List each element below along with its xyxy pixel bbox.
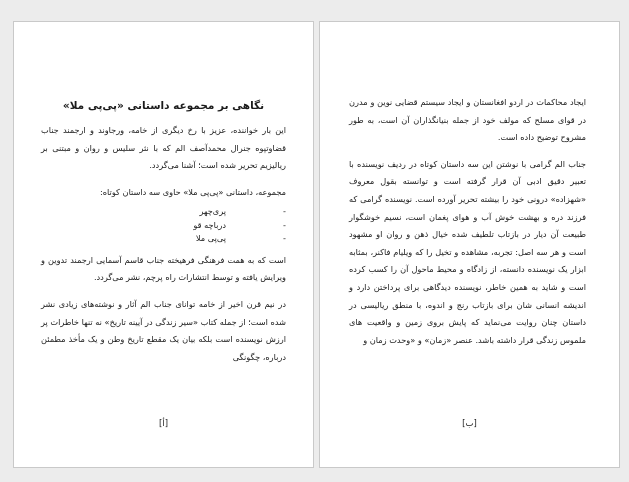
right-paragraph-2: جناب الم گرامی با نوشتن این سه داستان کوتاه در ردیف نویسنده با تعبیر دقیق ادبی آن قرار گرفته است و توانسته بقول معروف «شهزاده» درونی خود را بیشته تحریر آورده است. نویسنده گرامی که فرزند دره و بهشت خوش آب و هوای پغمان است، نسیم خوشگوار طبیعت آن دیار در بازتاب تلطیف شده خیال ذهن و روان او مشهود است و هر سه اصل: تجربه، مشاهده و تخیل را که ویلیام فاکنر، بمثابه ابزار یک نویسنده دانسته، از زادگاه و محیط ماحول آن را کسب کرده است و شاید به همین خاطر، نویسنده دیدگاهی برای پرداختن دارد و اندیشه انسانی شان برای بازتاب رنج و اندوه، با منطق ریالیسی در داستان چنان روایت می‌نماید که پایش بروی زمین و واقعیت های ملموس زندگی قرار داشته باشد. عنصر «زمان» و «وحدت زمان و	[349, 158, 586, 345]
left-paragraph-1: این بار خواننده، عزیز با رخ دیگری از خامه، ورجاوند و ارجمند جناب قضاوتپوه جنرال محمدآصف الم که با نثر سلیس و روان و مبتنی بر ریالیزیم تحریر شده است؛ آشنا می‌گردد.	[41, 125, 286, 171]
left-paragraph-4: در نیم قرن اخیر از خامه توانای جناب الم آثار و نوشته‌های زیادی نشر شده است؛ از جمله کتاب «سیر زندگی در آیینه تاریخ» نه تنها خاطرات پر ارزش نویسنده است بلکه بیان یک مقطع تاریخ وطن و یک مأخذ مطمئن درباره، چگونگی	[41, 299, 286, 362]
story-title: پی‌پی ملا	[195, 233, 226, 244]
paragraph-gap	[41, 287, 286, 296]
left-page	[13, 21, 314, 468]
list-item	[41, 219, 286, 233]
page-number: [أ]	[158, 419, 169, 429]
story-title: پری‌چهر	[199, 206, 226, 217]
story-list	[41, 205, 286, 246]
list-item	[41, 205, 286, 219]
story-title: درباچه قو	[193, 219, 226, 230]
list-dash: -	[283, 206, 286, 217]
left-paragraph-3: است که به همت فرهنگی فرهیخته جناب قاسم آسمایی ارجمند تدوین و ویرایش یافته و توسط انتشارات راه پرچم، نشر می‌گردد.	[41, 254, 286, 283]
left-paragraph-2: مجموعه، داستانی «پی‌پی ملا» حاوی سه داستان کوتاه:	[100, 186, 286, 197]
list-dash: -	[283, 219, 286, 230]
list-item	[41, 232, 286, 246]
paragraph-gap	[349, 147, 586, 156]
paragraph-gap	[41, 175, 286, 184]
right-page	[319, 21, 620, 468]
section-title: نگاهی بر مجموعه داستانی «پی‌پی ملا»	[62, 100, 265, 112]
list-dash: -	[283, 233, 286, 244]
page-number: [ب]	[462, 419, 477, 429]
right-paragraph-1: ایجاد محاکمات در اردو افغانستان و ایجاد سیستم قضایی نوین و مدرن در قوای مسلح که مولف خود از جمله بنیانگذاران آن است، به طور مشروح توضیح داده است.	[349, 97, 586, 143]
left-page-content	[41, 98, 286, 366]
right-page-content	[349, 94, 586, 349]
